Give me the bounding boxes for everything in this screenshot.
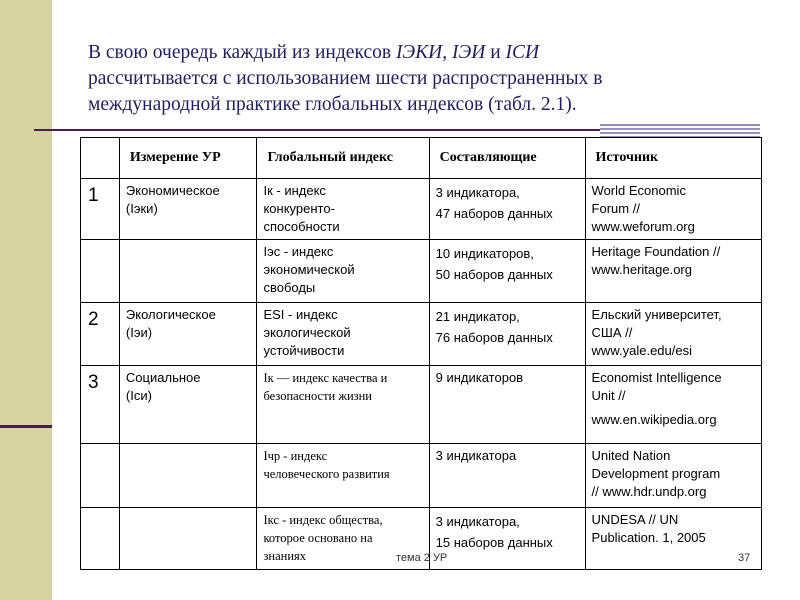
source-cell xyxy=(585,508,761,570)
row-number xyxy=(81,508,120,570)
cell-line: экономической xyxy=(263,262,355,277)
table-header-row xyxy=(81,138,762,179)
cell-line: 3 индикатора xyxy=(435,448,517,463)
left-decorative-bar xyxy=(0,0,52,600)
header-cell-source: Источник xyxy=(585,138,761,179)
dimension-cell xyxy=(119,303,257,366)
cell-line: США // xyxy=(591,325,633,340)
table-row xyxy=(81,179,762,240)
cell-line: 21 индикатор, xyxy=(435,309,520,324)
dimension-cell xyxy=(119,366,257,444)
cell-line: www.weforum.org xyxy=(591,219,695,234)
cell-line: (Iси) xyxy=(125,388,152,403)
cell-line: Publication. 1, 2005 xyxy=(591,530,706,545)
cell-line: 47 наборов данных xyxy=(435,206,553,221)
cell-line: знаниях xyxy=(263,549,307,563)
source-cell xyxy=(585,366,761,444)
cell-line: 15 наборов данных xyxy=(435,535,553,550)
title-line-2: рассчитывается с использованием шести распространенных в xyxy=(88,68,603,89)
cell-line: Forum // xyxy=(591,201,640,216)
cell-line: Iчр - индекс xyxy=(263,449,328,463)
title-part-1: В свою очередь каждый из индексов xyxy=(88,42,396,63)
cell-line: способности xyxy=(263,219,340,234)
components-cell xyxy=(429,179,585,240)
cell-line: 10 индикаторов, xyxy=(435,246,534,261)
title-line-3: международной практике глобальных индексов (табл. 2.1). xyxy=(88,94,577,115)
cell-line: Unit // xyxy=(591,388,626,403)
source-cell xyxy=(585,240,761,303)
source-cell xyxy=(585,444,761,508)
slide-title xyxy=(88,40,738,118)
cell-line: конкуренто- xyxy=(263,201,335,216)
title-part-2: и xyxy=(485,42,506,63)
cell-line: UNDESA // UN xyxy=(591,512,679,527)
cell-line: которое основано на xyxy=(263,531,373,545)
cell-line: (Iэи) xyxy=(125,325,153,340)
cell-line: Ельский университет, xyxy=(591,307,722,322)
index-cell xyxy=(257,444,429,508)
cell-line: экологической xyxy=(263,325,351,340)
header-cell-index: Глобальный индекс xyxy=(257,138,429,179)
cell-line: Iк - индекс xyxy=(263,183,326,198)
components-cell xyxy=(429,366,585,444)
source-cell xyxy=(585,179,761,240)
left-accent-line xyxy=(0,425,52,428)
index-cell xyxy=(257,366,429,444)
row-number xyxy=(81,444,120,508)
page-number: 37 xyxy=(738,552,751,564)
cell-line: Iкс - индекс общества, xyxy=(263,513,383,527)
cell-line: World Economic xyxy=(591,183,686,198)
cell-line: Heritage Foundation // xyxy=(591,244,721,259)
cell-line: Iк — индекс качества и xyxy=(263,371,388,385)
cell-line: ESI - индекс xyxy=(263,307,338,322)
row-number: 1 xyxy=(81,179,120,240)
table-row xyxy=(81,303,762,366)
cell-line: 50 наборов данных xyxy=(435,267,553,282)
cell-line: устойчивости xyxy=(263,343,345,358)
index-cell xyxy=(257,179,429,240)
index-cell xyxy=(257,303,429,366)
table-row xyxy=(81,444,762,508)
cell-line: Economist Intelligence xyxy=(591,370,722,385)
title-italic-1: ІЭКИ, ІЭИ xyxy=(395,42,486,63)
dimension-cell xyxy=(119,444,257,508)
dimension-cell xyxy=(119,240,257,303)
footer-topic: тема 2 УР xyxy=(396,552,448,564)
cell-line: безопасности жизни xyxy=(263,389,372,403)
header-cell-components: Составляющие xyxy=(429,138,585,179)
cell-line: (Iэки) xyxy=(125,201,158,216)
components-cell xyxy=(429,444,585,508)
cell-line: www.heritage.org xyxy=(591,262,692,277)
dimension-cell xyxy=(119,179,257,240)
cell-line: United Nation xyxy=(591,448,671,463)
row-number: 3 xyxy=(81,366,120,444)
index-cell xyxy=(257,240,429,303)
cell-line: Development program xyxy=(591,466,721,481)
row-number: 2 xyxy=(81,303,120,366)
cell-line: Социальное xyxy=(125,370,201,385)
cell-line: Iэс - индекс xyxy=(263,244,334,259)
cell-line: 3 индикатора, xyxy=(435,185,520,200)
cell-line: Экономическое xyxy=(125,183,220,198)
table-row xyxy=(81,366,762,444)
components-cell xyxy=(429,240,585,303)
header-cell-dimension: Измерение УР xyxy=(119,138,257,179)
indices-table xyxy=(80,137,762,570)
cell-line: www.yale.edu/esi xyxy=(591,343,692,358)
row-number xyxy=(81,240,120,303)
cell-line: Экологическое xyxy=(125,307,216,322)
dimension-cell xyxy=(119,508,257,570)
cell-line: человеческого развития xyxy=(263,467,390,481)
components-cell xyxy=(429,303,585,366)
table-row xyxy=(81,240,762,303)
components-cell xyxy=(429,508,585,570)
header-cell-num xyxy=(81,138,120,179)
cell-line: // www.hdr.undp.org xyxy=(591,484,707,499)
cell-line: 76 наборов данных xyxy=(435,330,553,345)
title-divider xyxy=(34,129,600,131)
cell-line: 3 индикатора, xyxy=(435,514,520,529)
cell-line: www.en.wikipedia.org xyxy=(591,412,717,427)
cell-line: свободы xyxy=(263,280,316,295)
cell-line: 9 индикаторов xyxy=(435,370,524,385)
title-italic-2: ІСИ xyxy=(505,42,540,63)
source-cell xyxy=(585,303,761,366)
